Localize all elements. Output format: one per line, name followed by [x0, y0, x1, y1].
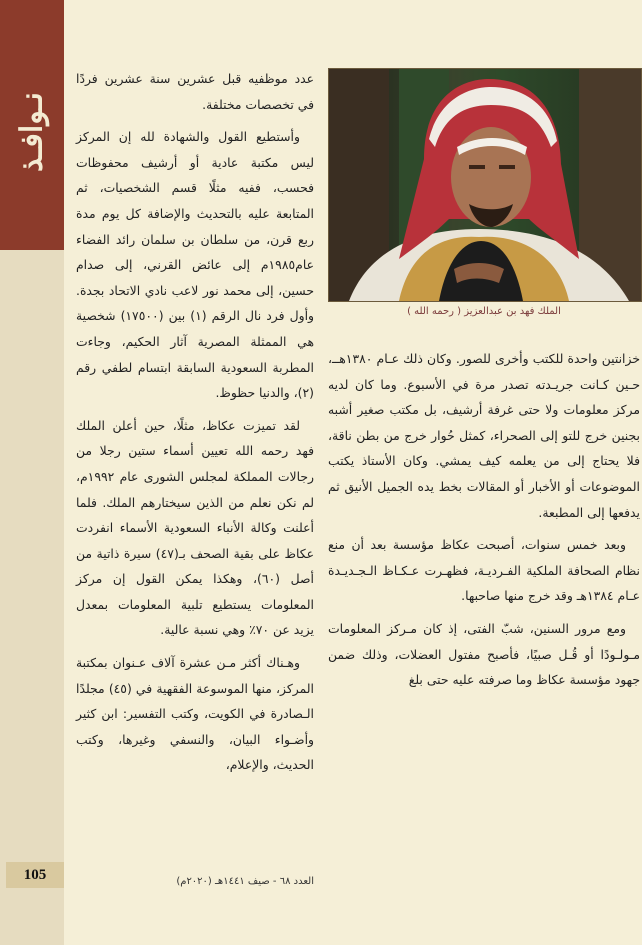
section-title: نـوافـذ [14, 92, 50, 172]
portrait-illustration [329, 69, 641, 301]
left-paragraph-2: وأستطيع القول والشهادة لله إن المركز ليس مكتبة عادية أو أرشيف محفوظات فحسب، ففيه مثلًا قسم الشخصيات، ثم المتابعة عليه بالتحديث والإضافة كل يوم مدة ربع قرن، من سلطان بن سلمان رائد الفضاء عام١٩٨٥م إلى عائض القرني، إلى صدام حسين، إلى محمد نور لاعب نادي الاتحاد بجدة. وأول فرد نال الرقم (١) بين (١٧٥٠٠) شخصية هي الممثلة المصرية آثار الحكيم، وجاءت المطربة السعودية السابقة ابتسام لطفي رقم (٢)، والدنيا حظوظ. [76, 129, 314, 401]
right-paragraph-1: خزانتين واحدة للكتب وأخرى للصور. وكان ذلك عـام ١٣٨٠هــ، حـين كـانت جريـدته تصدر مرة في الأسبوع. وما كان لديه مركز معلومات ولا حتى غرفة أرشيف، بل مكتب صغير أشبه بجنين خرج للتو إلى الصحراء، كمثل حُوار خرج من بطن ناقة، فلا يحتاج إلى من يعلمه كيف يمشي. وكان الأستاذ يكتب الموضوعات أو الأخبار أو المقالات بخط يده الجميل الأنيق ثم يدفعها إلى المطبعة. [328, 351, 640, 520]
king-fahd-photo [328, 68, 642, 302]
left-paragraph-3: لقد تميزت عكاظ، مثلًا، حين أعلن الملك فهد رحمه الله تعيين أسماء ستين رجلا من رجالات المملكة لمجلس الشورى عام ١٩٩٢م، لم نكن نعلم من الذين سيختارهم الملك. فلما أعلنت وكالة الأنباء السعودية الأسماء انفردت عكاظ على بقية الصحف بـ(٤٧) سيرة ذاتية من أصل (٦٠)، وهكذا يمكن القول إن مركز المعلومات يستطيع تلبية المعلومات بمعدل يزيد عن ٧٠٪ وهي نسبة عالية. [76, 417, 314, 638]
right-paragraph-3: ومع مرور السنين، شبّ الفتى، إذ كان مـركز المعلومات مـولـودًا أو قُـل صبيًا، فأصبح مفتول العضلات، وذلك ضمن جهود مؤسسة عكاظ وما صرفته عليه حتى بلغ [328, 620, 640, 688]
left-column [76, 66, 314, 785]
page-number: 105 [6, 862, 64, 888]
left-paragraph-1: عدد موظفيه قبل عشرين سنة عشرين فردًا في تخصصات مختلفة. [76, 71, 314, 112]
issue-footer: العدد ٦٨ - صيف ١٤٤١هـ (٢٠٢٠م) [176, 876, 314, 887]
section-tab [0, 0, 64, 250]
photo-caption: الملك فهد بن عبدالعزيز ( رحمه الله ) [407, 306, 561, 317]
left-paragraph-4: وهـناك أكثر مـن عشرة آلاف عـنوان بمكتبة المركز، منها الموسوعة الفقهية في (٤٥) مجلدًا الـصادرة في الكويت، وكتب التفسير: ابن كثير وأضـواء البيان، والنسفي وغيرها، وكتب الحديث، والإعلام، [76, 655, 314, 773]
right-column [328, 346, 640, 700]
right-paragraph-2: وبعد خمس سنوات، أصبحت عكاظ مؤسسة بعد أن منع نظام الصحافة الملكية الفـرديـة، فظهـرت عـكـاظ الـجـديـدة عـام ١٣٨٤هـ وقد خرج منها صاحبها. [328, 537, 640, 604]
